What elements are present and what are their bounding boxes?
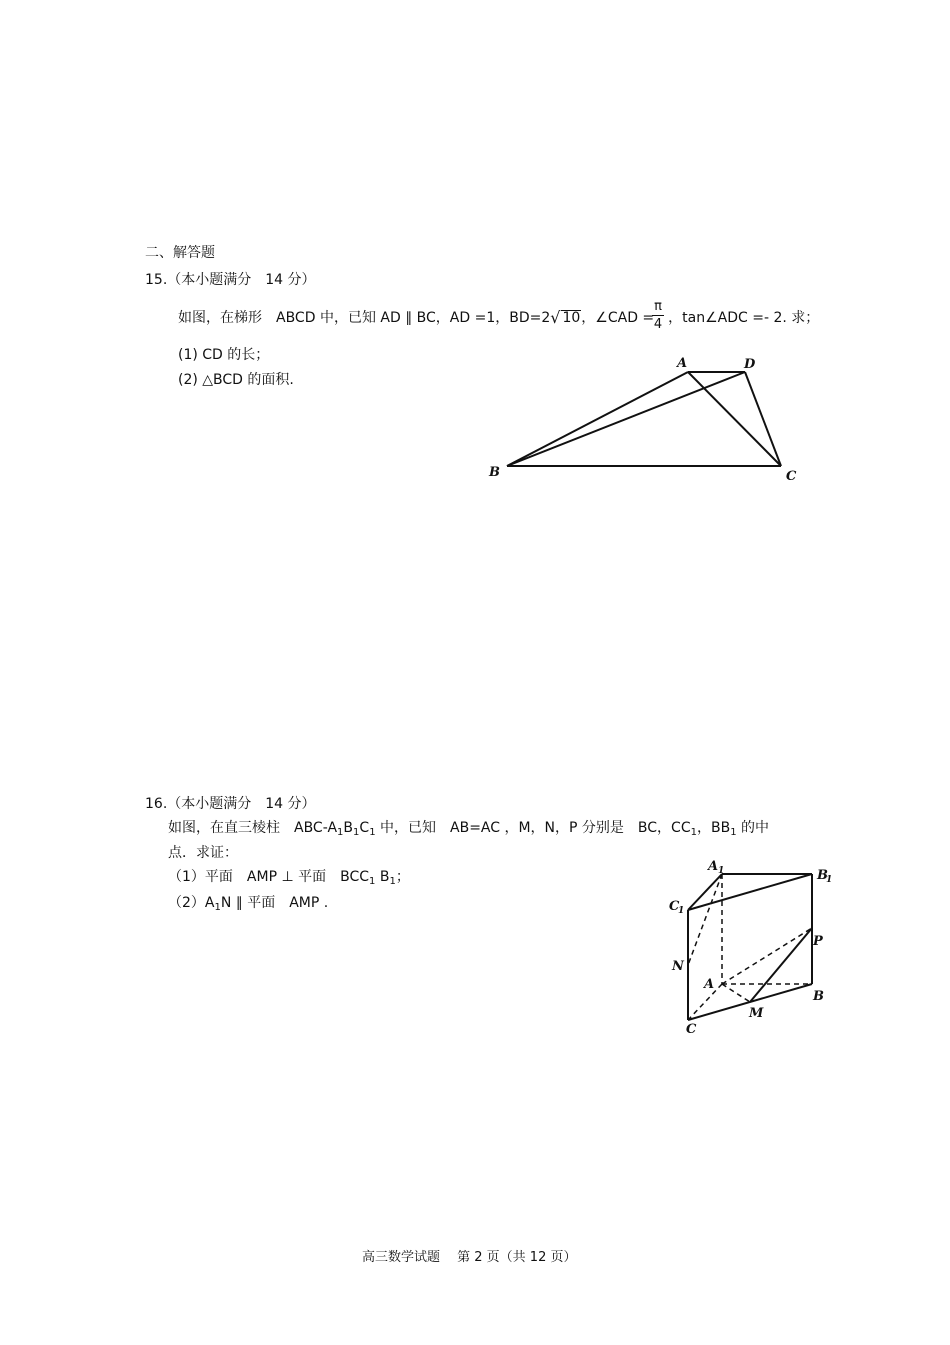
label-A1: A (708, 859, 719, 874)
label-M: M (749, 1006, 764, 1021)
q16-points: （本小题满分 14 分） (167, 796, 316, 812)
q16-part1 (168, 869, 410, 887)
label-B1: B (817, 868, 828, 883)
q15-header (145, 273, 316, 287)
subscript: 1 (353, 827, 360, 838)
q15-number: 15. (145, 272, 168, 288)
fraction-bar (652, 315, 664, 316)
q15-trapezoid-figure (480, 350, 810, 490)
q16-part2 (168, 895, 329, 913)
page-footer: 高三数学试题 第 2 页（共 12 页） (362, 1250, 577, 1265)
q16-statement-line2: 点．求证： (168, 845, 238, 861)
q15-statement (178, 309, 819, 325)
segment-MP (750, 928, 812, 1002)
subscript: 1 (730, 827, 737, 838)
subscript: 1 (389, 876, 396, 887)
q16-text-f: 的中 (736, 820, 770, 836)
q15-part2: (2) △BCD 的面积. (178, 372, 294, 388)
q16-part2-text-a: （2）A (168, 895, 215, 911)
q16-header (145, 797, 316, 811)
subscript: 1 (690, 827, 697, 838)
subscript: 1 (369, 827, 376, 838)
label-C1-subscript: 1 (678, 906, 685, 916)
label-A: A (704, 977, 715, 992)
label-D: D (744, 357, 756, 372)
subscript: 1 (337, 827, 344, 838)
label-C: C (686, 1022, 697, 1037)
q15-stmt-before: 如图，在梯形 ABCD 中，已知 AD ∥ BC，AD =1，BD=2 (178, 310, 551, 326)
q16-part1-text-b: B (375, 869, 390, 885)
label-B1-subscript: 1 (826, 875, 833, 885)
q15-points: （本小题满分 14 分） (167, 272, 316, 288)
q15-stmt-after: ，tan∠ADC =- 2. 求； (668, 310, 820, 326)
subscript: 1 (214, 902, 221, 913)
q15-part1: (1) CD 的长； (178, 347, 270, 363)
edge-C1B1 (688, 874, 812, 910)
q16-part1-text-a: （1）平面 AMP ⊥ 平面 BCC (168, 869, 370, 885)
segment-AM-hidden (722, 984, 750, 1002)
segment-DC (745, 372, 781, 466)
sqrt-sign: √ (550, 308, 561, 327)
q15-stmt-angle: ，∠CAD = (581, 310, 655, 326)
label-A: A (677, 356, 688, 371)
q16-number: 16. (145, 796, 168, 812)
q16-part2-text-b: N ∥ 平面 AMP . (220, 895, 329, 911)
label-B: B (813, 989, 824, 1004)
subscript: 1 (369, 876, 376, 887)
segment-AP-hidden (722, 928, 812, 984)
segment-BA (507, 372, 688, 466)
segment-A1N-hidden (688, 874, 722, 965)
q15-fraction (652, 300, 664, 331)
q15-pi-denominator: 4 (653, 317, 663, 332)
label-A1-subscript: 1 (718, 866, 725, 876)
label-N: N (672, 959, 684, 974)
label-C1: C (669, 899, 680, 914)
segment-BD (507, 372, 745, 466)
label-C: C (786, 469, 797, 484)
q16-part1-text-c: ； (395, 869, 410, 885)
section-heading: 二、解答题 (145, 245, 215, 261)
q15-pi-numerator: π (654, 299, 662, 314)
q16-text-a: 如图，在直三棱柱 ABC-A (168, 820, 338, 836)
q16-text-c: C (359, 820, 370, 836)
q15-sqrt-value: 10 (562, 310, 581, 326)
label-B: B (489, 465, 500, 480)
q16-text-e: ，BB (697, 820, 731, 836)
q16-statement-line1 (168, 820, 770, 838)
segment-AC (688, 372, 781, 466)
label-P: P (813, 934, 823, 949)
q16-text-b: B (343, 820, 354, 836)
q16-prism-figure (660, 850, 845, 1040)
q16-text-d: 中，已知 AB=AC ，M，N，P 分别是 BC，CC (375, 820, 691, 836)
